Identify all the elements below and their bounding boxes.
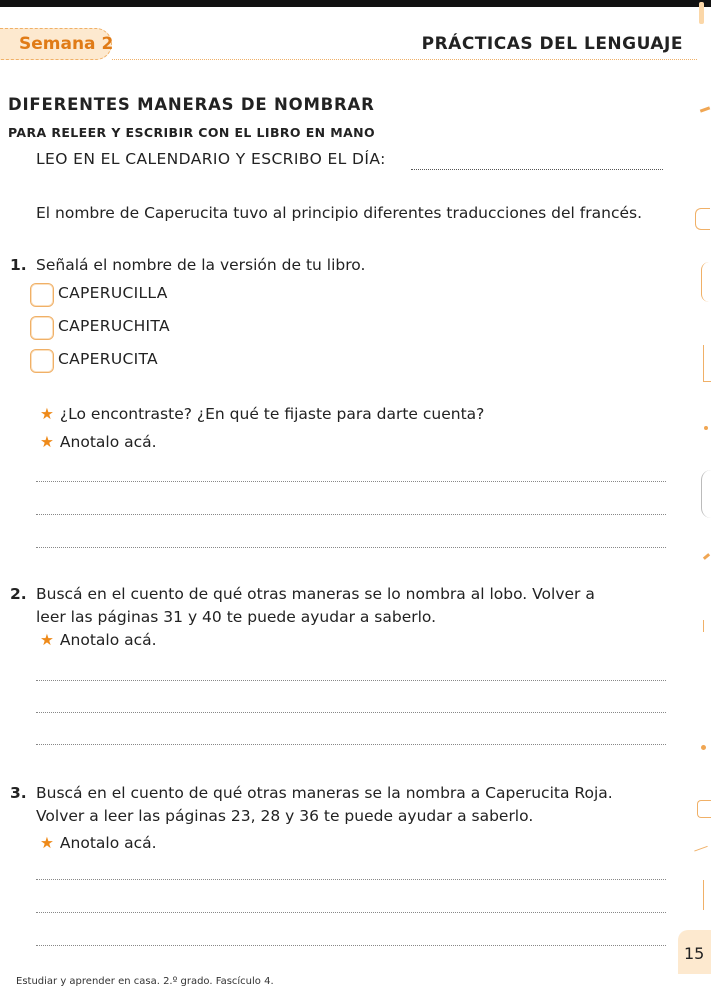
question-3-line-2: Volver a leer las páginas 23, 28 y 36 te puede ayudar a saberlo. [36, 807, 534, 825]
question-1-followup [40, 405, 484, 423]
subject-title: PRÁCTICAS DEL LENGUAJE [421, 34, 683, 54]
star-icon: ★ [40, 405, 54, 423]
question-3-line-1: Buscá en el cuento de qué otras maneras se la nombra a Caperucita Roja. [36, 784, 613, 802]
note-text: Anotalo acá. [59, 433, 157, 451]
footer-text: Estudiar y aprender en casa. 2.º grado. Fascículo 4. [16, 976, 274, 987]
page-number: 15 [684, 944, 705, 963]
star-icon: ★ [40, 834, 54, 852]
question-1-note [40, 433, 157, 451]
week-label: Semana 2 [19, 34, 114, 54]
question-1-number: 1. [10, 256, 27, 274]
answer-line[interactable] [36, 481, 666, 482]
answer-line[interactable] [36, 945, 666, 946]
date-answer-line[interactable] [411, 169, 663, 170]
option-label: CAPERUCILLA [58, 284, 168, 302]
question-2-note [40, 631, 157, 649]
option-label: CAPERUCHITA [58, 317, 170, 335]
option-label: CAPERUCITA [58, 350, 158, 368]
answer-line[interactable] [36, 680, 666, 681]
answer-line[interactable] [36, 547, 666, 548]
answer-line[interactable] [36, 912, 666, 913]
star-icon: ★ [40, 631, 54, 649]
question-3-note [40, 834, 157, 852]
checkbox-icon[interactable] [30, 283, 54, 307]
question-1-text: Señalá el nombre de la versión de tu libro. [36, 256, 366, 274]
margin-decoration [689, 0, 711, 993]
section-subtitle: PARA RELEER Y ESCRIBIR CON EL LIBRO EN MANO [8, 125, 376, 140]
question-2-number: 2. [10, 585, 27, 603]
answer-line[interactable] [36, 879, 666, 880]
header-divider [112, 59, 697, 60]
answer-line[interactable] [36, 744, 666, 745]
top-border [0, 0, 711, 7]
answer-line[interactable] [36, 514, 666, 515]
note-text: Anotalo acá. [59, 631, 157, 649]
answer-line[interactable] [36, 712, 666, 713]
calendar-prompt: LEO EN EL CALENDARIO Y ESCRIBO EL DÍA: [36, 150, 386, 168]
checkbox-icon[interactable] [30, 349, 54, 373]
note-text: Anotalo acá. [59, 834, 157, 852]
question-2-line-2: leer las páginas 31 y 40 te puede ayudar a saberlo. [36, 608, 437, 626]
section-title: DIFERENTES MANERAS DE NOMBRAR [8, 95, 375, 114]
star-icon: ★ [40, 433, 54, 451]
question-2-line-1: Buscá en el cuento de qué otras maneras se lo nombra al lobo. Volver a [36, 585, 595, 603]
intro-text: El nombre de Caperucita tuvo al principio diferentes traducciones del francés. [36, 204, 643, 222]
checkbox-icon[interactable] [30, 316, 54, 340]
followup-text: ¿Lo encontraste? ¿En qué te fijaste para darte cuenta? [59, 405, 485, 423]
question-3-number: 3. [10, 784, 27, 802]
